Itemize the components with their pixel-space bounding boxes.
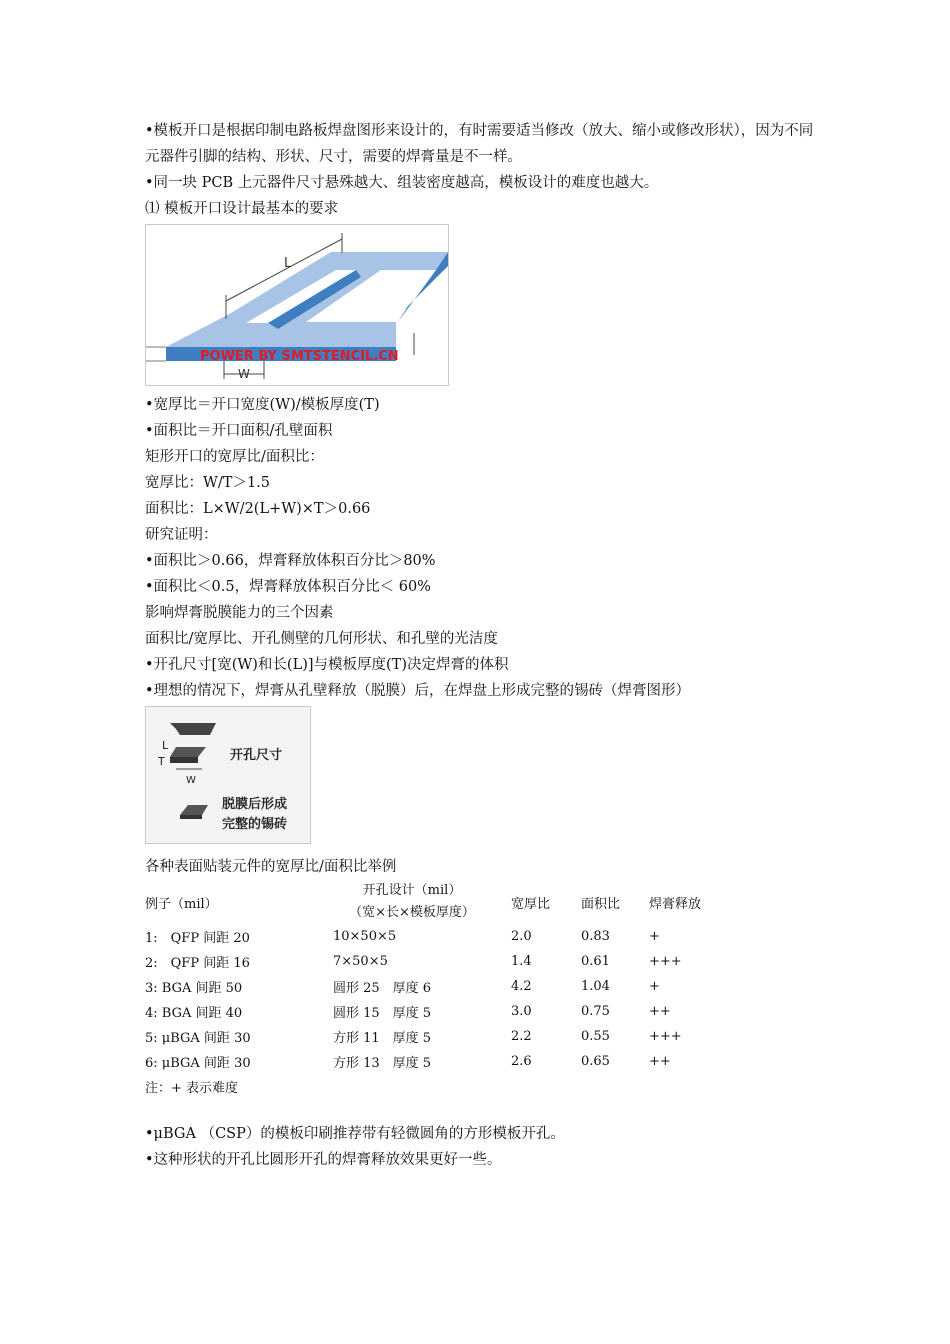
text-line: •开孔尺寸[宽(W)和长(L)]与模板厚度(T)决定焊膏的体积 bbox=[145, 657, 509, 673]
cell-area: 0.83 bbox=[581, 929, 610, 944]
caption-after-release: 脱膜后形成 bbox=[222, 797, 288, 812]
text-line: 面积比：L×W/2(L+W)×T＞0.66 bbox=[145, 501, 371, 517]
caption-aperture-size: 开孔尺寸 bbox=[230, 748, 283, 763]
cell-release: +++ bbox=[649, 1029, 682, 1044]
header-aspect-ratio: 宽厚比 bbox=[511, 896, 551, 912]
cell-aspect: 3.0 bbox=[511, 1004, 532, 1019]
header-example: 例子（mil） bbox=[145, 896, 218, 912]
solder-brick-shape bbox=[180, 805, 208, 815]
table-note: 注：+ 表示难度 bbox=[145, 1081, 239, 1096]
cell-area: 0.65 bbox=[581, 1054, 610, 1069]
text-line: •宽厚比＝开口宽度(W)/模板厚度(T) bbox=[145, 397, 380, 413]
watermark-text: POWER BY SMTSTENCIL.CN bbox=[200, 349, 399, 364]
label-W: W bbox=[186, 775, 196, 786]
header-design-line-1: 开孔设计（mil） bbox=[362, 883, 462, 898]
cell-release: ++ bbox=[649, 1004, 671, 1019]
header-area-ratio: 面积比 bbox=[581, 896, 621, 912]
cell-release: +++ bbox=[649, 954, 682, 969]
header-paste-release: 焊膏释放 bbox=[649, 896, 702, 912]
label-L: L bbox=[284, 256, 292, 271]
aperture-block bbox=[170, 747, 206, 757]
cell-design: 10×50×5 bbox=[333, 929, 397, 944]
table-row bbox=[145, 974, 729, 999]
paragraph-2: •同一块 PCB 上元器件尺寸悬殊越大、组装密度越高，模板设计的难度也越大。 bbox=[145, 175, 659, 191]
label-L: L bbox=[162, 739, 169, 752]
document-body bbox=[145, 118, 825, 1173]
cell-aspect: 2.6 bbox=[511, 1054, 532, 1069]
text-line: •面积比＜0.5，焊膏释放体积百分比＜ 60% bbox=[145, 579, 431, 595]
cell-aspect: 2.0 bbox=[511, 929, 532, 944]
paragraph-1: •模板开口是根据印制电路板焊盘图形来设计的，有时需要适当修改（放大、缩小或修改形状），因为不同元器件引脚的结构、形状、尺寸，需要的焊膏量是不一样。 bbox=[145, 123, 814, 165]
cell-example: 1: QFP 间距 20 bbox=[145, 931, 250, 946]
aspect-ratio-table bbox=[145, 880, 729, 1099]
cell-example: 3: BGA 间距 50 bbox=[145, 981, 243, 996]
cell-release: + bbox=[649, 979, 660, 994]
cell-design: 圆形 15 厚度 5 bbox=[333, 1006, 432, 1021]
cell-example: 2: QFP 间距 16 bbox=[145, 956, 250, 971]
table-row bbox=[145, 1049, 729, 1074]
text-line: •面积比＞0.66，焊膏释放体积百分比＞80% bbox=[145, 553, 436, 569]
text-line: 研究证明： bbox=[145, 527, 218, 543]
label-T: T bbox=[158, 755, 165, 768]
cell-area: 0.55 bbox=[581, 1029, 610, 1044]
caption-complete-brick: 完整的锡砖 bbox=[222, 817, 288, 832]
text-line: 矩形开口的宽厚比/面积比： bbox=[145, 449, 324, 465]
section-heading-1: ⑴ 模板开口设计最基本的要求 bbox=[145, 201, 339, 217]
spacer bbox=[145, 1099, 825, 1121]
table-header-row bbox=[145, 880, 729, 924]
cell-example: 6: μBGA 间距 30 bbox=[145, 1056, 251, 1071]
header-design-line-2: （宽×长×模板厚度） bbox=[349, 905, 475, 920]
table-row bbox=[145, 999, 729, 1024]
text-line: 宽厚比：W/T＞1.5 bbox=[145, 475, 271, 491]
cell-area: 1.04 bbox=[581, 979, 610, 994]
stencil-aperture-drawing bbox=[146, 225, 448, 385]
header-design bbox=[313, 880, 511, 924]
table-title: 各种表面贴装元件的宽厚比/面积比举例 bbox=[145, 859, 397, 875]
text-line: 面积比/宽厚比、开孔侧壁的几何形状、和孔壁的光洁度 bbox=[145, 631, 498, 647]
solder-brick-drawing bbox=[146, 707, 310, 843]
cell-design: 方形 13 厚度 5 bbox=[333, 1056, 432, 1071]
solder-brick-figure bbox=[145, 706, 311, 844]
text-line: 影响焊膏脱膜能力的三个因素 bbox=[145, 605, 334, 621]
cell-area: 0.61 bbox=[581, 954, 610, 969]
table-row bbox=[145, 924, 729, 949]
cell-aspect: 4.2 bbox=[511, 979, 532, 994]
cell-design: 方形 11 厚度 5 bbox=[333, 1031, 432, 1046]
stencil-aperture-figure bbox=[145, 224, 449, 386]
cell-release: ++ bbox=[649, 1054, 671, 1069]
stencil-cross-section bbox=[170, 723, 216, 735]
text-line: •理想的情况下，焊膏从孔壁释放（脱膜）后，在焊盘上形成完整的锡砖（焊膏图形） bbox=[145, 683, 691, 699]
cell-release: + bbox=[649, 929, 660, 944]
cell-aspect: 1.4 bbox=[511, 954, 532, 969]
table-row bbox=[145, 949, 729, 974]
cell-area: 0.75 bbox=[581, 1004, 610, 1019]
formula-lines bbox=[145, 392, 825, 704]
cell-example: 5: μBGA 间距 30 bbox=[145, 1031, 251, 1046]
text-line: •面积比＝开口面积/孔壁面积 bbox=[145, 423, 333, 439]
closing-line-2: •这种形状的开孔比圆形开孔的焊膏释放效果更好一些。 bbox=[145, 1152, 502, 1168]
cell-example: 4: BGA 间距 40 bbox=[145, 1006, 243, 1021]
cell-design: 7×50×5 bbox=[333, 954, 388, 969]
table-row bbox=[145, 1024, 729, 1049]
cell-aspect: 2.2 bbox=[511, 1029, 532, 1044]
label-W: W bbox=[238, 367, 250, 381]
closing-line-1: •μBGA （CSP）的模板印刷推荐带有轻微圆角的方形模板开孔。 bbox=[145, 1126, 565, 1142]
table-note-row bbox=[145, 1074, 729, 1099]
cell-design: 圆形 25 厚度 6 bbox=[333, 981, 432, 996]
